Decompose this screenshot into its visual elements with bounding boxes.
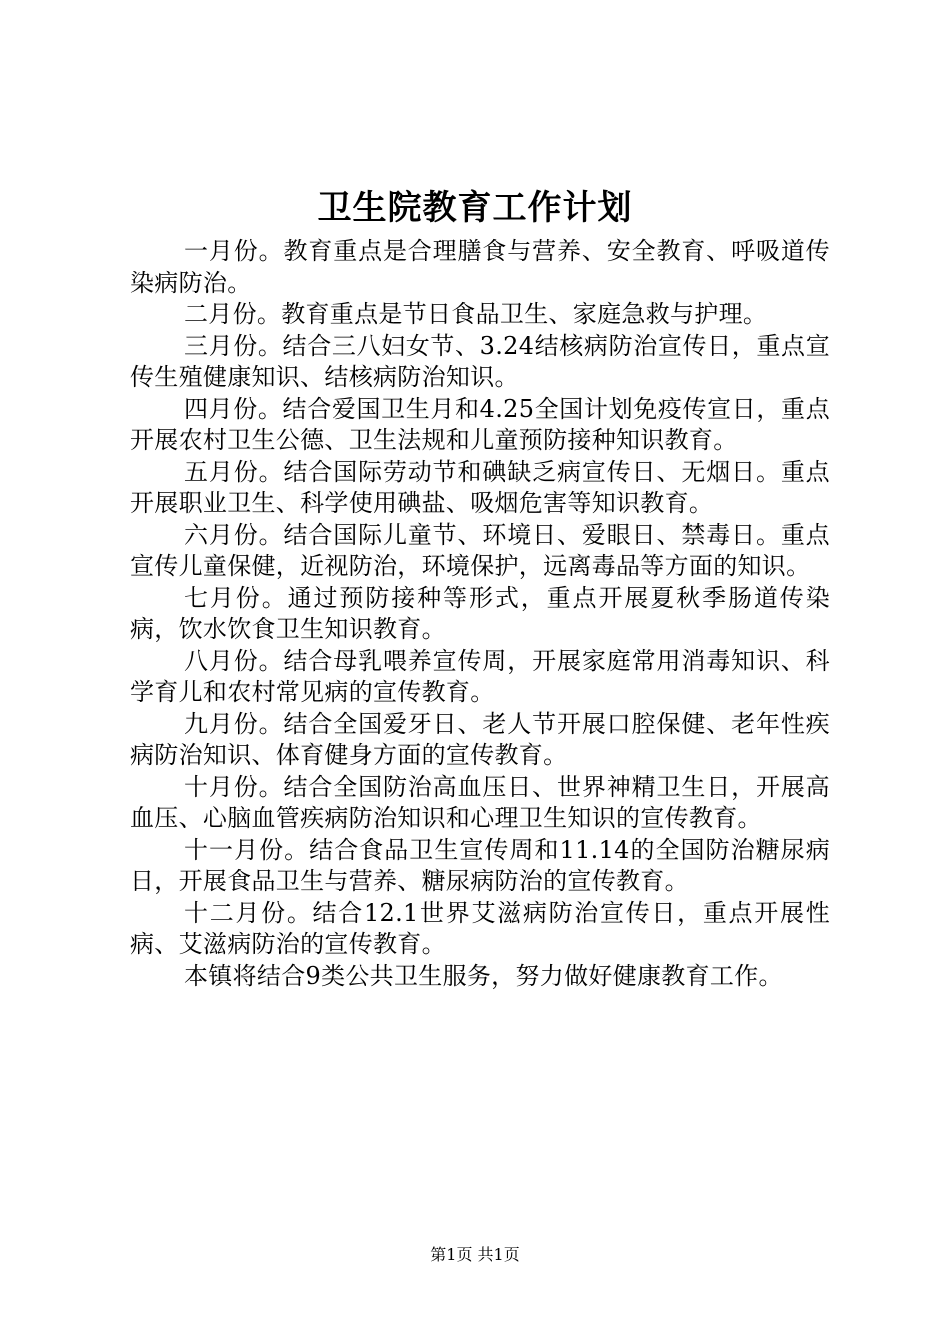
- document-title: 卫生院教育工作计划: [317, 188, 633, 228]
- paragraph-june: 六月份。结合国际儿童节、环境日、爱眼日、禁毒日。重点宣传儿童保健，近视防治，环境保护，远离毒品等方面的知识。: [130, 520, 830, 580]
- paragraph-summary: 本镇将结合9类公共卫生服务，努力做好健康教育工作。: [184, 961, 783, 990]
- paragraph-february: 二月份。教育重点是节日食品卫生、家庭急救与护理。: [184, 300, 768, 328]
- paragraph-august: 八月份。结合母乳喂养宣传周，开展家庭常用消毒知识、科学育儿和农村常见病的宣传教育。: [130, 646, 830, 706]
- document-body: [130, 236, 830, 992]
- paragraph-april: 四月份。结合爱国卫生月和4.25全国计划免疫传宣日，重点开展农村卫生公德、卫生法规和儿童预防接种知识教育。: [130, 394, 830, 454]
- paragraph-may: 五月份。结合国际劳动节和碘缺乏病宣传日、无烟日。重点开展职业卫生、科学使用碘盐、吸烟危害等知识教育。: [130, 457, 830, 517]
- page-number: 第1页 共1页: [430, 1245, 520, 1264]
- paragraph-december: 十二月份。结合12.1世界艾滋病防治宣传日，重点开展性病、艾滋病防治的宣传教育。: [130, 898, 830, 958]
- paragraph-july: 七月份。通过预防接种等形式，重点开展夏秋季肠道传染病，饮水饮食卫生知识教育。: [130, 583, 830, 643]
- paragraph-october: 十月份。结合全国防治高血压日、世界神精卫生日，开展高血压、心脑血管疾病防治知识和心理卫生知识的宣传教育。: [130, 772, 830, 832]
- paragraph-january: 一月份。教育重点是合理膳食与营养、安全教育、呼吸道传染病防治。: [130, 237, 830, 297]
- paragraph-september: 九月份。结合全国爱牙日、老人节开展口腔保健、老年性疾病防治知识、体育健身方面的宣传教育。: [130, 709, 830, 769]
- paragraph-march: 三月份。结合三八妇女节、3.24结核病防治宣传日，重点宣传生殖健康知识、结核病防治知识。: [130, 331, 830, 391]
- paragraph-november: 十一月份。结合食品卫生宣传周和11.14的全国防治糖尿病日，开展食品卫生与营养、糖尿病防治的宣传教育。: [130, 835, 830, 895]
